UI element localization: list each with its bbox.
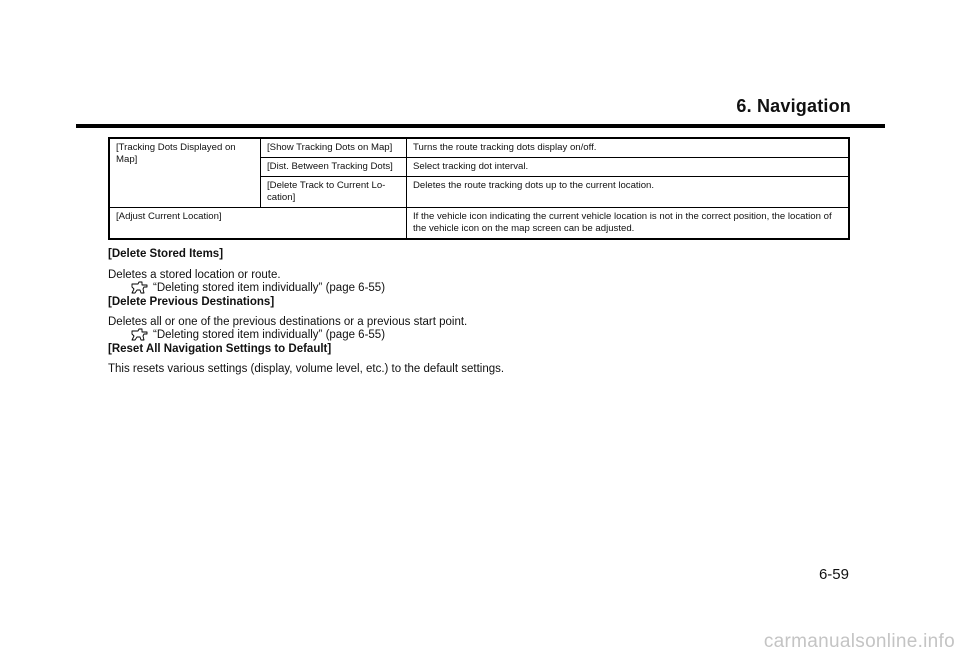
section-heading-delete-stored: [Delete Stored Items] <box>108 248 224 260</box>
table-cell-item: [Show Tracking Dots on Map] <box>261 138 407 158</box>
section-body-reset-all: This resets various settings (display, volume level, etc.) to the default settings. <box>108 363 505 375</box>
table-cell-group: [Adjust Current Location] <box>109 208 407 240</box>
reference-icon <box>131 281 148 294</box>
header-rule <box>76 124 885 128</box>
reference-text: “Deleting stored item individually” (page 6-55) <box>153 328 386 341</box>
table-row <box>109 208 849 240</box>
page-number: 6-59 <box>818 566 849 583</box>
reference-text: “Deleting stored item individually” (page 6-55) <box>153 281 386 294</box>
table-cell-desc: Select tracking dot interval. <box>407 158 850 177</box>
section-heading-reset-all: [Reset All Navigation Settings to Default] <box>108 343 332 355</box>
table-row <box>109 138 849 158</box>
page-reference[interactable] <box>131 281 385 294</box>
table-cell-desc: Deletes the route tracking dots up to the current location. <box>407 177 850 208</box>
table-cell-item: [Dist. Between Tracking Dots] <box>261 158 407 177</box>
section-body-delete-stored: Deletes a stored location or route. <box>108 269 281 281</box>
section-body-delete-previous: Deletes all or one of the previous destinations or a previous start point. <box>108 316 468 328</box>
reference-icon <box>131 328 148 341</box>
table-cell-desc: If the vehicle icon indicating the current vehicle location is not in the correct position, the location of the vehicle icon on the map screen can be adjusted. <box>407 208 850 240</box>
page-reference[interactable] <box>131 328 385 341</box>
section-heading-delete-previous: [Delete Previous Destinations] <box>108 296 275 308</box>
section-title: 6. Navigation <box>736 96 851 116</box>
table-cell-item: [Delete Track to Current Lo-cation] <box>261 177 407 208</box>
settings-table <box>108 137 850 240</box>
watermark: carmanualsonline.info <box>763 631 955 652</box>
table-cell-group: [Tracking Dots Displayed on Map] <box>109 138 261 208</box>
table-cell-desc: Turns the route tracking dots display on/off. <box>407 138 850 158</box>
